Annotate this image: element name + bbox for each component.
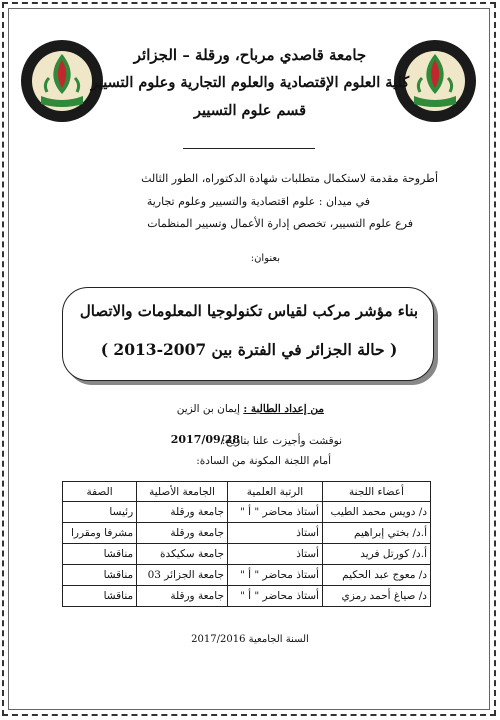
submission-statement: أطروحة مقدمة لاستكمال متطلبات شهادة الدكتوراه، الطور الثالث [141, 172, 438, 185]
member-rank: أستاذ [227, 523, 322, 544]
member-name: أ.د/ كورتل فريد [322, 544, 430, 565]
faculty-name: كلية العلوم الإقتصادية والعلوم التجارية وعلوم التسيير [90, 74, 410, 91]
member-role: مشرفا ومقررا [63, 523, 137, 544]
student-label: من إعداد الطالبة : [243, 403, 324, 415]
jury-table [62, 481, 431, 607]
jury-header-row [63, 482, 431, 502]
table-row [63, 586, 431, 607]
member-rank: أستاذ محاضر " أ " [227, 502, 322, 523]
member-rank: أستاذ [227, 544, 322, 565]
member-university: جامعة الجزائر 03 [137, 565, 228, 586]
member-role: مناقشا [63, 586, 137, 607]
department-name: قسم علوم التسيير [193, 102, 307, 119]
thesis-title-box [62, 287, 434, 381]
member-role: مناقشا [63, 565, 137, 586]
thesis-title-line1: بناء مؤشر مركب لقياس تكنولوجيا المعلومات والاتصال [79, 302, 419, 320]
member-rank: أستاذ محاضر " أ " [227, 565, 322, 586]
member-name: د/ معوج عبد الحكيم [322, 565, 430, 586]
university-name: جامعة قاصدي مرباح، ورقلة – الجزائر [133, 46, 367, 64]
member-role: مناقشا [63, 544, 137, 565]
thesis-title-line2: ( حالة الجزائر في الفترة بين 2007-2013 ) [100, 340, 398, 359]
member-name: د/ صياغ أحمد رمزي [322, 586, 430, 607]
academic-year: السنة الجامعية 2017/2016 [191, 634, 309, 645]
header-role: الصفة [63, 482, 137, 502]
branch-statement: فرع علوم التسيير، تخصص إدارة الأعمال وتسيير المنظمات [147, 217, 413, 230]
table-row [63, 544, 431, 565]
table-row [63, 565, 431, 586]
member-rank: أستاذ محاضر " أ " [227, 586, 322, 607]
header-rank: الرتبة العلمية [227, 482, 322, 502]
header-member: أعضاء اللجنة [322, 482, 430, 502]
defense-date: 2017/09/28 [170, 433, 240, 446]
table-row [63, 523, 431, 544]
member-university: جامعة ورقلة [137, 502, 228, 523]
student-line [177, 403, 324, 415]
member-role: رئيسا [63, 502, 137, 523]
student-name: إيمان بن الزين [176, 403, 240, 415]
header-divider [183, 148, 315, 149]
titled-label: بعنوان: [250, 253, 280, 264]
header-university: الجامعة الأصلية [137, 482, 228, 502]
member-university: جامعة سكيكدة [137, 544, 228, 565]
committee-intro: أمام اللجنة المكونة من السادة: [196, 455, 331, 467]
member-university: جامعة ورقلة [137, 523, 228, 544]
table-row [63, 502, 431, 523]
field-statement: في ميدان : علوم اقتصادية والتسيير وعلوم تجارية [146, 195, 370, 208]
member-name: د/ دويس محمد الطيب [322, 502, 430, 523]
defense-label: نوقشت وأجيزت علنا بتاريخ: [221, 435, 342, 447]
member-name: أ.د/ بختي إبراهيم [322, 523, 430, 544]
member-university: جامعة ورقلة [137, 586, 228, 607]
